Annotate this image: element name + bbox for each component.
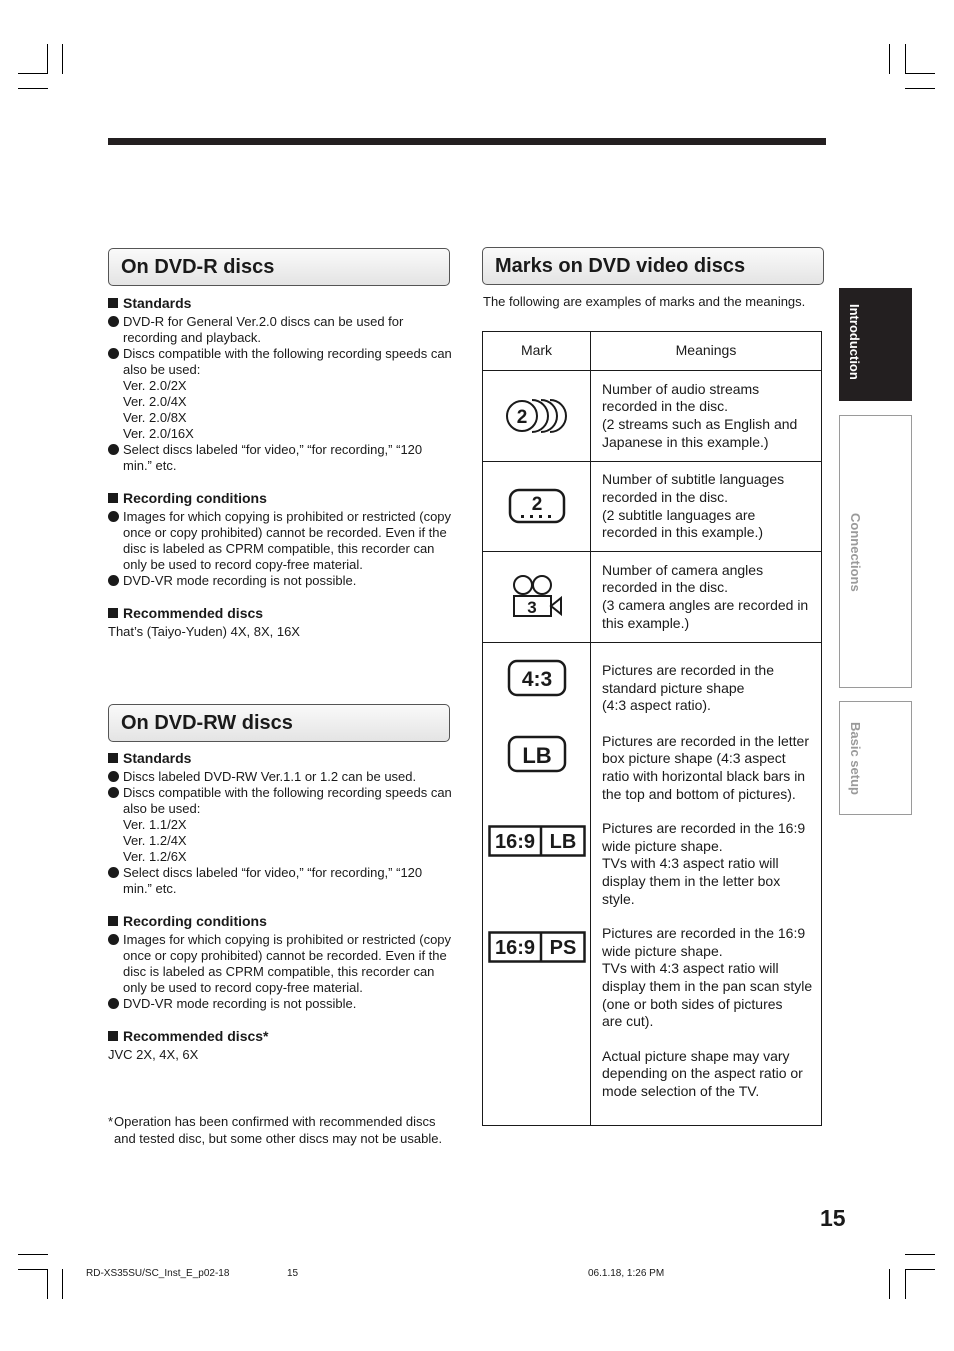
dvdr-section bbox=[108, 295, 453, 640]
footnote-text: Operation has been confirmed with recommended discs and tested disc, but some other discs may not be usable. bbox=[114, 1114, 443, 1146]
marks-intro: The following are examples of marks and the meanings. bbox=[483, 294, 806, 309]
dvdr-recommended-heading: Recommended discs bbox=[108, 605, 453, 621]
camera-angle-icon bbox=[483, 574, 590, 620]
dvdr-conditions-heading: Recording conditions bbox=[108, 490, 453, 506]
list-item: DVD-R for General Ver.2.0 discs can be used for recording and playback. bbox=[108, 314, 453, 346]
dvdrw-title: On DVD-RW discs bbox=[108, 704, 450, 742]
tab-introduction[interactable] bbox=[839, 288, 912, 401]
footer-filename: RD-XS35SU/SC_Inst_E_p02-18 bbox=[86, 1268, 230, 1279]
audio-icon-number: 2 bbox=[516, 407, 527, 428]
square-bullet-icon bbox=[108, 753, 118, 763]
version-item: Ver. 2.0/4X bbox=[123, 394, 187, 409]
subtitle-icon bbox=[483, 488, 590, 526]
bullet-icon bbox=[108, 934, 119, 945]
version-item: Ver. 1.1/2X bbox=[123, 817, 187, 832]
marks-table bbox=[482, 331, 822, 1126]
tab-connections[interactable] bbox=[839, 415, 912, 688]
aspect-43-icon bbox=[507, 659, 567, 697]
list-item: Images for which copying is prohibited or restricted (copy once or copy prohibited) cannot be recorded. Even if the disc is labeled as CPRM compatible, this recorder can only be used to record copy-free material. bbox=[108, 509, 453, 573]
page-number: 15 bbox=[820, 1205, 846, 1231]
tab-basic-setup-label: Basic setup bbox=[848, 722, 863, 795]
tab-connections-label: Connections bbox=[848, 513, 863, 592]
dvdrw-standards-heading: Standards bbox=[108, 750, 453, 766]
angle-icon-number: 3 bbox=[526, 598, 537, 617]
list-item: Discs labeled DVD-RW Ver.1.1 or 1.2 can be used. bbox=[108, 769, 453, 785]
bullet-icon bbox=[108, 511, 119, 522]
aspect-note: Actual picture shape may vary depending on the aspect ratio or mode selection of the TV. bbox=[602, 1047, 803, 1099]
list-item: Discs compatible with the following recording speeds can also be used: bbox=[108, 346, 453, 378]
footnote-mark: * bbox=[108, 1114, 114, 1129]
aspect-43-meaning: Pictures are recorded in the standard picture shape (4:3 aspect ratio). bbox=[602, 662, 774, 714]
bullet-icon bbox=[108, 444, 119, 455]
top-rule bbox=[108, 138, 826, 145]
version-item: Ver. 2.0/2X bbox=[123, 378, 187, 393]
table-row: 3 Number of camera angles recorded in the disc. (3 camera angles are recorded in this example.) bbox=[483, 552, 822, 643]
table-row: 2 Number of audio streams recorded in the disc. (2 streams such as English and Japanese in this example.) bbox=[483, 371, 822, 462]
bullet-icon bbox=[108, 575, 119, 586]
wide-lb-ratio: 16:9 bbox=[494, 831, 535, 853]
letterbox-label: LB bbox=[521, 743, 552, 768]
dvdrw-recommended-heading: Recommended discs* bbox=[108, 1028, 453, 1044]
letterbox-meaning: Pictures are recorded in the letter box picture shape (4:3 aspect ratio with horizontal black bars in the top and bottom of pictures). bbox=[602, 732, 809, 802]
tab-introduction-label: Introduction bbox=[847, 304, 862, 380]
version-item: Ver. 2.0/8X bbox=[123, 410, 187, 425]
version-item: Ver. 1.2/6X bbox=[123, 849, 187, 864]
list-item: Images for which copying is prohibited or restricted (copy once or copy prohibited) cannot be recorded. Even if the disc is labeled as CPRM compatible, this recorder can only be used to record copy-free material. bbox=[108, 932, 453, 996]
col-meanings-header: Meanings bbox=[591, 332, 822, 371]
dvdrw-section bbox=[108, 750, 453, 1063]
list-item: DVD-VR mode recording is not possible. bbox=[108, 573, 453, 589]
dvdrw-recommended-text: JVC 2X, 4X, 6X bbox=[108, 1047, 199, 1062]
wide-letterbox-meaning: Pictures are recorded in the 16:9 wide picture shape. TVs with 4:3 aspect ratio will display them in the letter box style. bbox=[602, 820, 806, 907]
footnote bbox=[108, 1114, 456, 1147]
dvdrw-conditions-heading: Recording conditions bbox=[108, 913, 453, 929]
wide-lb-mode: LB bbox=[549, 831, 576, 853]
bullet-icon bbox=[108, 787, 119, 798]
wide-panscan-icon bbox=[488, 931, 586, 963]
wide-panscan-meaning: Pictures are recorded in the 16:9 wide picture shape. TVs with 4:3 aspect ratio will display them in the pan scan style (one or both sides of pictures are cut). bbox=[602, 925, 813, 1030]
table-header-row bbox=[483, 332, 822, 371]
dvdr-standards-heading: Standards bbox=[108, 295, 453, 311]
footer-timestamp: 06.1.18, 1:26 PM bbox=[588, 1268, 665, 1279]
aspect-43-label: 4:3 bbox=[521, 668, 552, 691]
dvdr-title: On DVD-R discs bbox=[108, 248, 450, 286]
dvdr-recommended-text: That’s (Taiyo-Yuden) 4X, 8X, 16X bbox=[108, 624, 300, 639]
square-bullet-icon bbox=[108, 1031, 118, 1041]
wide-letterbox-icon bbox=[488, 825, 586, 857]
list-item: DVD-VR mode recording is not possible. bbox=[108, 996, 453, 1012]
list-item: Select discs labeled “for video,” “for recording,” “120 min.” etc. bbox=[108, 442, 453, 474]
square-bullet-icon bbox=[108, 493, 118, 503]
col-mark-header: Mark bbox=[483, 332, 591, 371]
square-bullet-icon bbox=[108, 298, 118, 308]
bullet-icon bbox=[108, 316, 119, 327]
letterbox-icon bbox=[507, 735, 567, 773]
square-bullet-icon bbox=[108, 916, 118, 926]
wide-ps-mode: PS bbox=[549, 937, 576, 959]
subtitle-icon-number: 2 bbox=[531, 493, 542, 515]
list-item: Discs compatible with the following recording speeds can also be used: bbox=[108, 785, 453, 817]
bullet-icon bbox=[108, 771, 119, 782]
table-row bbox=[483, 643, 822, 1126]
list-item: Select discs labeled “for video,” “for recording,” “120 min.” etc. bbox=[108, 865, 453, 897]
bullet-icon bbox=[108, 998, 119, 1009]
marks-title: Marks on DVD video discs bbox=[482, 247, 824, 285]
tab-basic-setup[interactable] bbox=[839, 701, 912, 815]
square-bullet-icon bbox=[108, 608, 118, 618]
version-item: Ver. 1.2/4X bbox=[123, 833, 187, 848]
audio-streams-icon bbox=[483, 397, 590, 435]
wide-ps-ratio: 16:9 bbox=[494, 937, 535, 959]
version-item: Ver. 2.0/16X bbox=[123, 426, 194, 441]
footer-page: 15 bbox=[287, 1268, 299, 1279]
bullet-icon bbox=[108, 348, 119, 359]
bullet-icon bbox=[108, 867, 119, 878]
table-row: 2 Number of subtitle languages recorded in the disc. (2 subtitle languages are recorded in this example.) bbox=[483, 462, 822, 552]
